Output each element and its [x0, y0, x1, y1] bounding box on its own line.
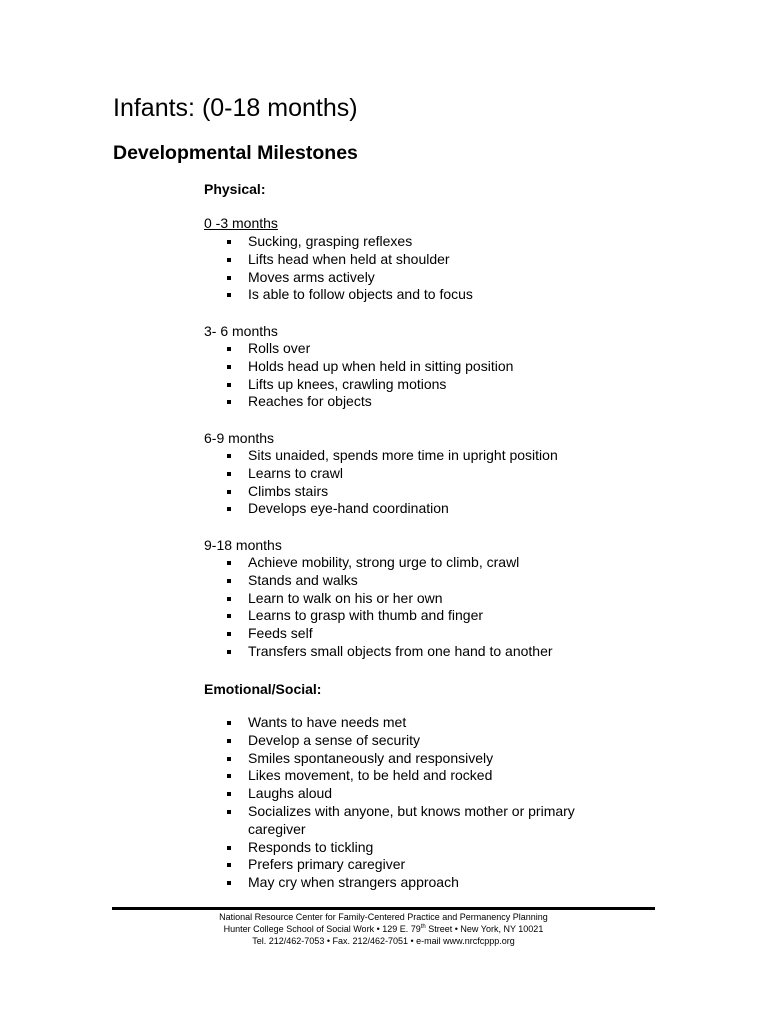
bullet-icon [227, 579, 231, 583]
bullet-icon [227, 561, 231, 565]
list-item: Wants to have needs met [0, 714, 608, 732]
emotional-social-heading: Emotional/Social: [204, 681, 322, 697]
list-item: Smiles spontaneously and responsively [0, 750, 608, 768]
bullet-icon [227, 293, 231, 297]
bullet-icon [227, 597, 231, 601]
list-item: Learn to walk on his or her own [0, 590, 608, 608]
bullet-icon [227, 240, 231, 244]
list-item: Is able to follow objects and to focus [0, 286, 608, 304]
list-item: Transfers small objects from one hand to another [0, 643, 608, 661]
physical-heading: Physical: [204, 181, 266, 197]
list-emotional-social [0, 714, 608, 892]
list-item: Socializes with anyone, but knows mother or primary caregiver [0, 803, 608, 839]
list-item: Holds head up when held in sitting position [0, 358, 608, 376]
list-item: Climbs stairs [0, 483, 608, 501]
list-item: Develop a sense of security [0, 732, 608, 750]
list-item: Reaches for objects [0, 393, 608, 411]
bullet-icon [227, 881, 231, 885]
bullet-icon [227, 863, 231, 867]
bullet-icon [227, 810, 231, 814]
bullet-icon [227, 792, 231, 796]
bullet-icon [227, 757, 231, 761]
bullet-icon [227, 774, 231, 778]
list-item: Stands and walks [0, 572, 608, 590]
bullet-icon [227, 383, 231, 387]
bullet-icon [227, 472, 231, 476]
list-item: Sits unaided, spends more time in upright position [0, 447, 608, 465]
list-item: Sucking, grasping reflexes [0, 233, 608, 251]
group-label-6-9-months: 6-9 months [204, 430, 275, 446]
list-item: Lifts up knees, crawling motions [0, 376, 608, 394]
page-subtitle: Developmental Milestones [113, 142, 358, 164]
bullet-icon [227, 632, 231, 636]
footer [112, 911, 655, 947]
footer-divider [112, 907, 655, 910]
list-0-3-months [0, 233, 608, 304]
bullet-icon [227, 365, 231, 369]
bullet-icon [227, 507, 231, 511]
list-6-9-months [0, 447, 608, 518]
list-9-18-months [0, 554, 608, 661]
list-3-6-months [0, 340, 608, 411]
list-item: Feeds self [0, 625, 608, 643]
list-item: Rolls over [0, 340, 608, 358]
bullet-icon [227, 400, 231, 404]
bullet-icon [227, 721, 231, 725]
page-title: Infants: (0-18 months) [113, 94, 358, 122]
list-item: Learns to grasp with thumb and finger [0, 607, 608, 625]
footer-org-name: National Resource Center for Family-Centered Practice and Permanency Planning [219, 912, 548, 922]
footer-address: Hunter College School of Social Work • 129 E. 79th Street • New York, NY 10021 [223, 924, 544, 934]
bullet-icon [227, 846, 231, 850]
bullet-icon [227, 454, 231, 458]
footer-contact: Tel. 212/462-7053 • Fax. 212/462-7051 • e-mail www.nrcfcppp.org [252, 936, 515, 946]
list-item: Moves arms actively [0, 269, 608, 287]
group-label-9-18-months: 9-18 months [204, 537, 282, 553]
list-item: Achieve mobility, strong urge to climb, crawl [0, 554, 608, 572]
list-item: Develops eye-hand coordination [0, 500, 608, 518]
group-label-0-3-months: 0 -3 months [204, 215, 278, 231]
list-item: Responds to tickling [0, 839, 608, 857]
list-item: Likes movement, to be held and rocked [0, 767, 608, 785]
bullet-icon [227, 614, 231, 618]
list-item: Lifts head when held at shoulder [0, 251, 608, 269]
group-label-3-6-months: 3- 6 months [204, 323, 278, 339]
bullet-icon [227, 650, 231, 654]
bullet-icon [227, 347, 231, 351]
bullet-icon [227, 739, 231, 743]
list-item: Prefers primary caregiver [0, 856, 608, 874]
bullet-icon [227, 490, 231, 494]
list-item: May cry when strangers approach [0, 874, 608, 892]
list-item: Laughs aloud [0, 785, 608, 803]
bullet-icon [227, 258, 231, 262]
list-item: Learns to crawl [0, 465, 608, 483]
bullet-icon [227, 276, 231, 280]
